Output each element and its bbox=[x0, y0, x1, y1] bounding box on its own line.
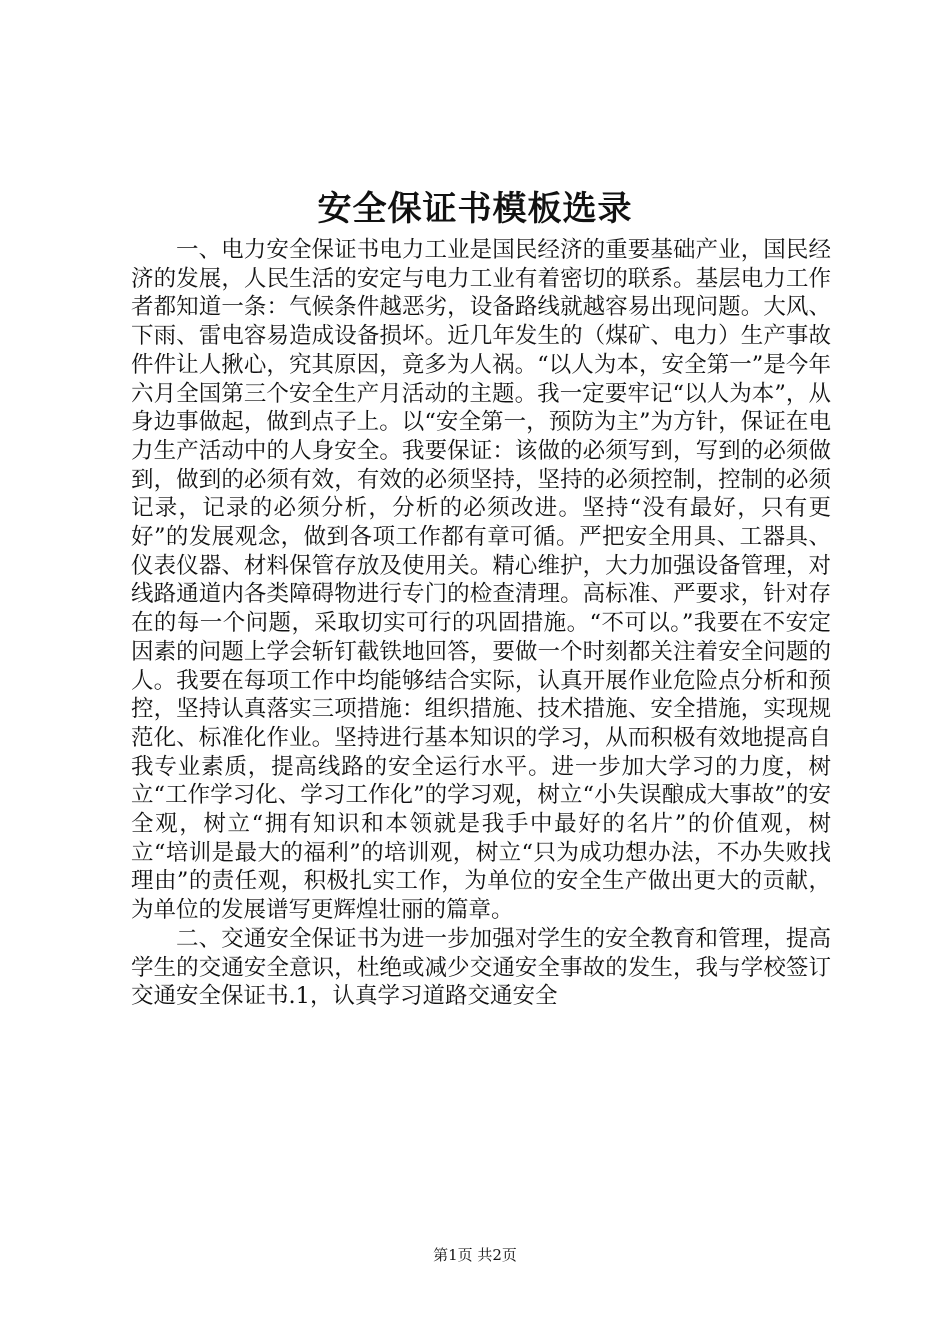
document-body bbox=[131, 236, 831, 1011]
paragraph-electric-safety: 一、电力安全保证书电力工业是国民经济的重要基础产业，国民经济的发展，人民生活的安定与电力工业有着密切的联系。基层电力工作者都知道一条：气候条件越恶劣，设备路线就越容易出现问题。大风、下雨、雷电容易造成设备损坏。近几年发生的（煤矿、电力）生产事故件件让人揪心，究其原因，竟多为人祸。“以人为本，安全第一”是今年六月全国第三个安全生产月活动的主题。我一定要牢记“以人为本”，从身边事做起，做到点子上。以“安全第一，预防为主”为方针，保证在电力生产活动中的人身安全。我要保证：该做的必须写到，写到的必须做到，做到的必须有效，有效的必须坚持，坚持的必须控制，控制的必须记录，记录的必须分析，分析的必须改进。坚持“没有最好，只有更好”的发展观念，做到各项工作都有章可循。严把安全用具、工器具、仪表仪器、材料保管存放及使用关。精心维护，大力加强设备管理，对线路通道内各类障碍物进行专门的检查清理。高标准、严要求，针对存在的每一个问题，采取切实可行的巩固措施。“不可以。”我要在不安定因素的问题上学会斩钉截铁地回答，要做一个时刻都关注着安全问题的人。我要在每项工作中均能够结合实际，认真开展作业危险点分析和预控，坚持认真落实三项措施：组织措施、技术措施、安全措施，实现规范化、标准化作业。坚持进行基本知识的学习，从而积极有效地提高自我专业素质，提高线路的安全运行水平。进一步加大学习的力度，树立“工作学习化、学习工作化”的学习观，树立“小失误酿成大事故”的安全观，树立“拥有知识和本领就是我手中最好的名片”的价值观，树立“培训是最大的福利”的培训观，树立“只为成功想办法，不办失败找理由”的责任观，积极扎实工作，为单位的安全生产做出更大的贡献，为单位的发展谱写更辉煌壮丽的篇章。 bbox=[131, 237, 831, 924]
document-title: 安全保证书模板选录 bbox=[317, 189, 633, 229]
paragraph-traffic-safety: 二、交通安全保证书为进一步加强对学生的安全教育和管理，提高学生的交通安全意识，杜绝或减少交通安全事故的发生，我与学校签订交通安全保证书.1，认真学习道路交通安全 bbox=[131, 925, 831, 1010]
page-number-footer: 第1页 共2页 bbox=[433, 1246, 517, 1264]
